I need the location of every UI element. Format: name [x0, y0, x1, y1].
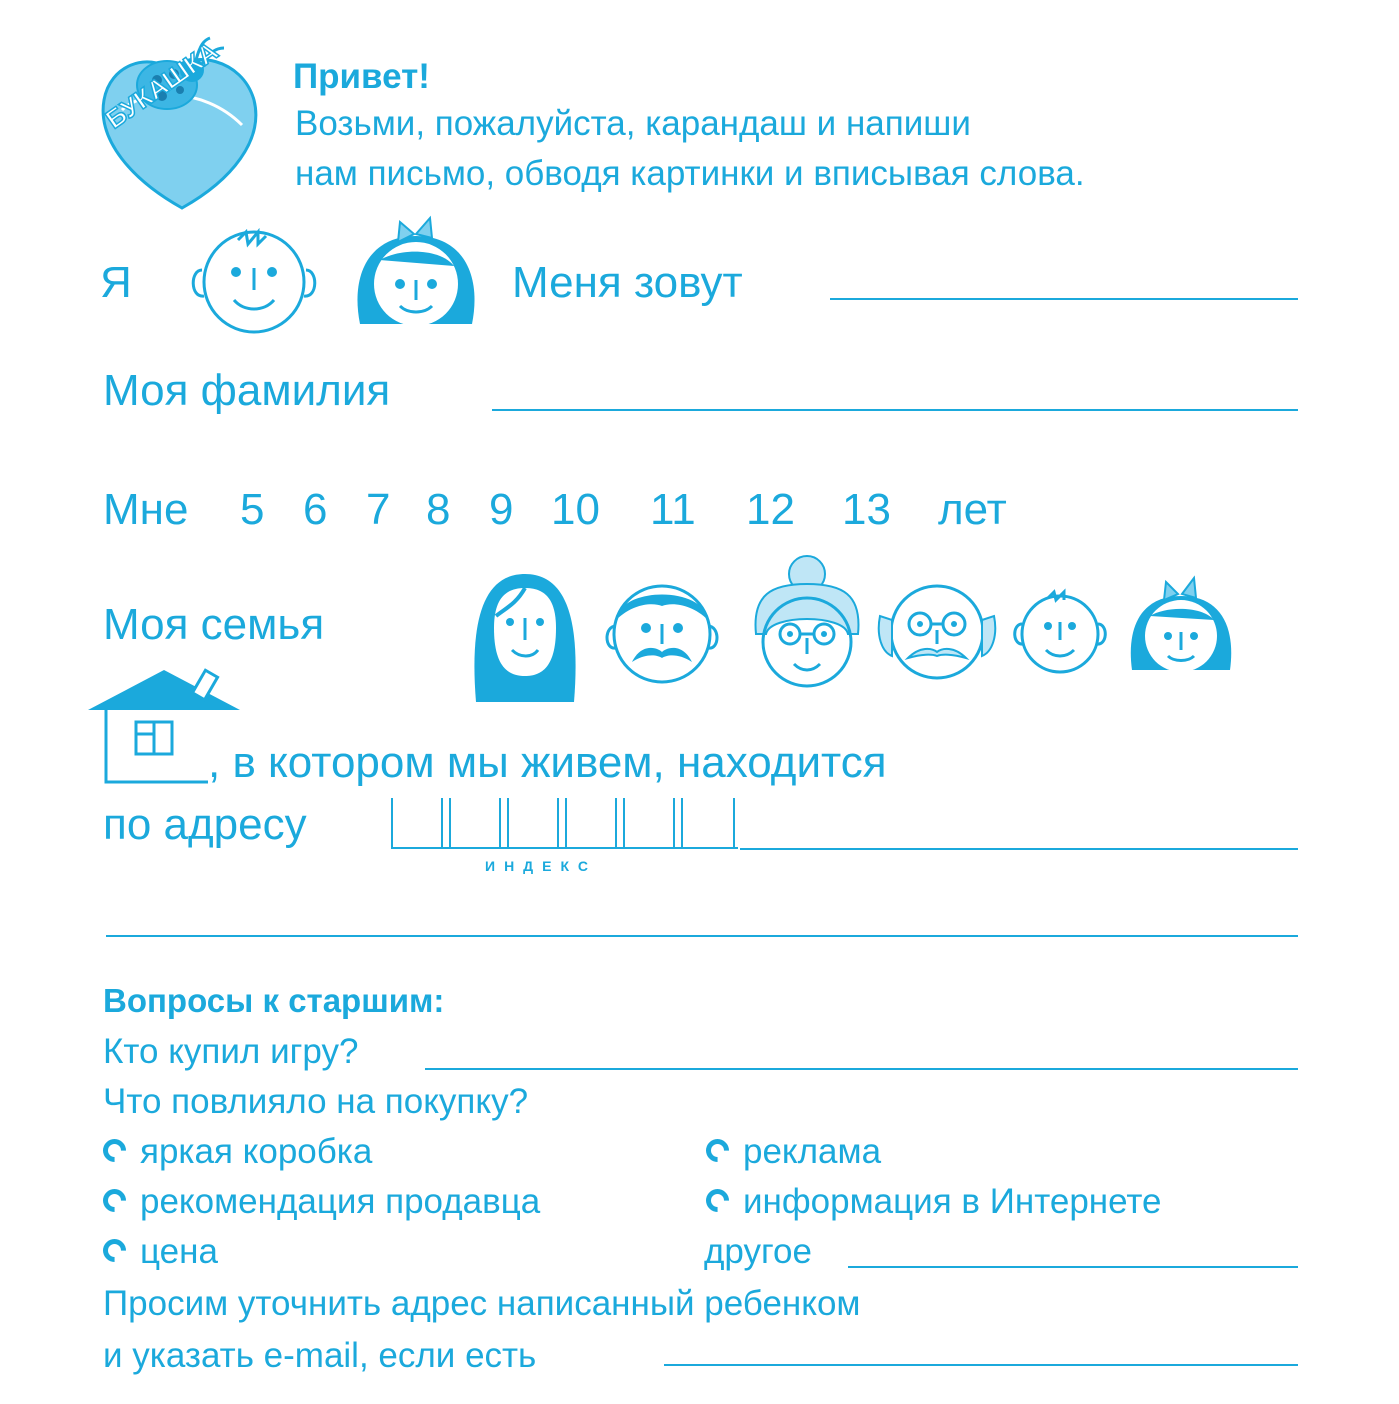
- email-input-line[interactable]: [664, 1364, 1298, 1366]
- mother-face-icon[interactable]: [470, 568, 580, 702]
- me-label: Я: [100, 258, 132, 307]
- age-option[interactable]: 9: [489, 485, 514, 534]
- option-label: цена: [140, 1232, 218, 1271]
- father-face-icon[interactable]: [602, 576, 722, 686]
- option-label: рекомендация продавца: [140, 1182, 541, 1221]
- option-price[interactable]: [103, 1232, 218, 1272]
- checkbox-circle-icon[interactable]: [98, 1134, 131, 1167]
- address-input-line[interactable]: [740, 848, 1298, 850]
- option-internet-info[interactable]: [706, 1182, 1162, 1222]
- grandfather-face-icon[interactable]: [876, 576, 998, 686]
- age-option[interactable]: 13: [842, 485, 891, 534]
- option-advertising[interactable]: [706, 1132, 881, 1172]
- age-option[interactable]: 5: [240, 485, 265, 534]
- influence-label: Что повлияло на покупку?: [103, 1082, 529, 1121]
- other-label: другое: [704, 1232, 812, 1271]
- intro-line-2: нам письмо, обводя картинки и вписывая слова.: [295, 154, 1085, 193]
- option-seller-recommendation[interactable]: [103, 1182, 540, 1222]
- surname-label: Моя фамилия: [103, 366, 391, 415]
- age-option[interactable]: 6: [303, 485, 328, 534]
- age-option[interactable]: 12: [746, 485, 795, 534]
- intro-line-1: Возьми, пожалуйста, карандаш и напиши: [295, 104, 971, 143]
- boy-face-icon[interactable]: [1010, 590, 1110, 678]
- age-option[interactable]: 8: [426, 485, 451, 534]
- option-bright-box[interactable]: [103, 1132, 372, 1172]
- grandmother-face-icon[interactable]: [752, 554, 862, 690]
- who-bought-label: Кто купил игру?: [103, 1032, 359, 1071]
- checkbox-circle-icon[interactable]: [98, 1234, 131, 1267]
- greeting-title: Привет!: [293, 57, 430, 96]
- checkbox-circle-icon[interactable]: [701, 1184, 734, 1217]
- address-line-1: , в котором мы живем, находится: [208, 738, 887, 787]
- index-label: ИНДЕКС: [485, 858, 597, 874]
- checkbox-circle-icon[interactable]: [701, 1134, 734, 1167]
- name-label: Меня зовут: [512, 258, 743, 307]
- age-prefix: Мне: [103, 485, 189, 534]
- age-option[interactable]: 11: [650, 485, 696, 534]
- name-input-line[interactable]: [830, 298, 1298, 300]
- checkbox-circle-icon[interactable]: [98, 1184, 131, 1217]
- age-option[interactable]: 7: [366, 485, 391, 534]
- family-label: Моя семья: [103, 600, 325, 649]
- postal-index-boxes[interactable]: [390, 798, 740, 852]
- surname-input-line[interactable]: [492, 409, 1298, 411]
- age-suffix: лет: [938, 485, 1007, 534]
- option-label: реклама: [743, 1132, 882, 1171]
- boy-face-icon[interactable]: [186, 230, 322, 334]
- option-label: яркая коробка: [140, 1132, 373, 1171]
- girl-face-icon[interactable]: [1126, 576, 1236, 680]
- logo-text: БУКАШКА: [100, 35, 224, 135]
- age-option[interactable]: 10: [551, 485, 600, 534]
- who-bought-input-line[interactable]: [425, 1068, 1298, 1070]
- address-input-line-2[interactable]: [106, 935, 1298, 937]
- questions-title: Вопросы к старшим:: [103, 982, 445, 1019]
- girl-face-icon[interactable]: [350, 214, 482, 336]
- address-label: по адресу: [103, 800, 307, 849]
- option-label: информация в Интернете: [743, 1182, 1162, 1221]
- note-line-2: и указать e-mail, если есть: [103, 1336, 537, 1375]
- other-input-line[interactable]: [848, 1266, 1298, 1268]
- note-line-1: Просим уточнить адрес написанный ребенком: [103, 1284, 861, 1323]
